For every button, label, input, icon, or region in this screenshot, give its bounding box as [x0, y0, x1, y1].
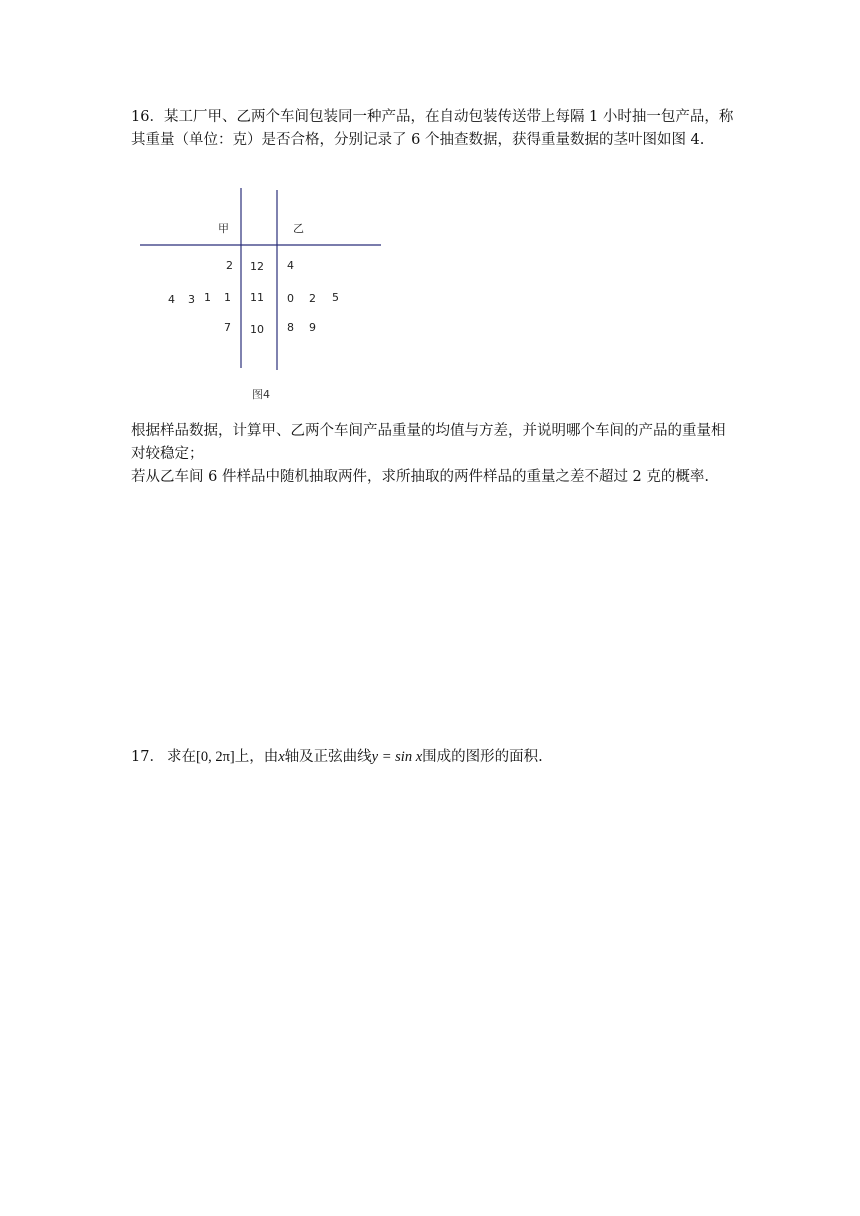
- task-item: 根据样品数据，计算甲、乙两个车间产品重量的均值与方差，并说明哪个车间的产品的重量相对较稳定；: [131, 423, 726, 462]
- stem-10: 10: [250, 323, 264, 336]
- left-leaf: 3: [188, 293, 195, 306]
- q17-text: 求在: [167, 749, 196, 765]
- right-leaf: 5: [332, 291, 339, 304]
- left-leaf: 1: [204, 291, 211, 304]
- question-16: [131, 106, 735, 152]
- right-leaf: 2: [309, 292, 316, 305]
- left-leaf: 1: [224, 291, 231, 304]
- right-leaf: 0: [287, 292, 294, 305]
- left-leaf: 4: [168, 293, 175, 306]
- variable-x: x: [278, 749, 285, 765]
- figure-caption: 图4: [252, 388, 270, 401]
- stem-11: 11: [250, 291, 264, 304]
- q17-text: 围成的图形的面积.: [422, 749, 543, 765]
- question-17: [131, 746, 543, 769]
- curve-expression: y = sin x: [371, 749, 423, 765]
- right-leaf: 4: [287, 259, 294, 272]
- question-number: 17．: [131, 749, 164, 765]
- left-leaf: 7: [224, 321, 231, 334]
- q17-text: 上，由: [234, 749, 279, 765]
- right-header: 乙: [293, 222, 304, 235]
- q17-text: 轴及正弦曲线: [284, 749, 372, 765]
- task-item: 若从乙车间 6 件样品中随机抽取两件，求所抽取的两件样品的重量之差不超过 2 克的概率.: [131, 469, 709, 485]
- interval-expression: [0, 2π]: [196, 749, 235, 765]
- left-leaf: 2: [226, 259, 233, 272]
- question-16-tasks: [131, 420, 735, 489]
- left-header: 甲: [218, 222, 229, 235]
- stem-12: 12: [250, 260, 264, 273]
- right-leaf: 8: [287, 321, 294, 334]
- stem-leaf-diagram: [138, 186, 388, 406]
- question-16-text: 16．某工厂甲、乙两个车间包装同一种产品，在自动包装传送带上每隔 1 小时抽一包产品，称其重量（单位：克）是否合格，分别记录了 6 个抽查数据，获得重量数据的茎叶图如图 4.: [131, 109, 734, 148]
- right-leaf: 9: [309, 321, 316, 334]
